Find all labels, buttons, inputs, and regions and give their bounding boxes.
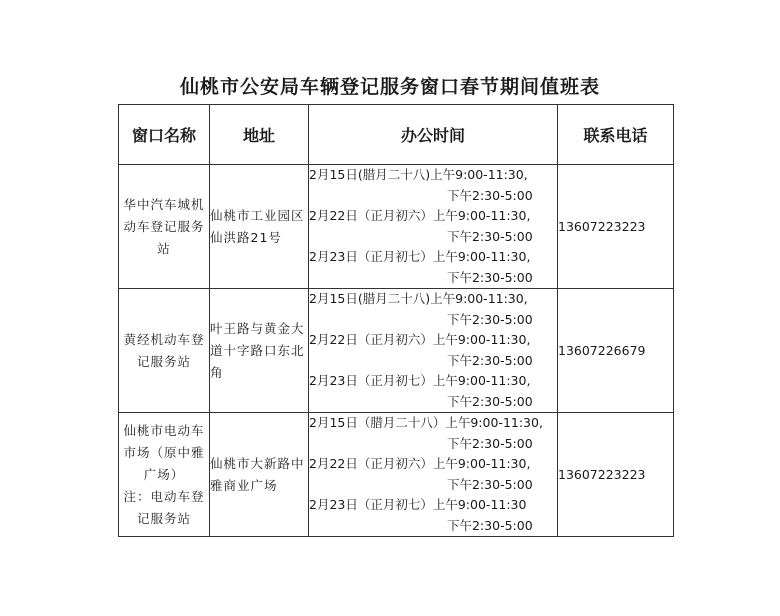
schedule-afternoon-line: 下午2:30-5:00 [447, 393, 533, 409]
window-name-main: 仙桃市电动车市场（原中雅广场） [123, 422, 205, 482]
schedule-date-line: 2月23日（正月初七）上午9:00-11:30, [309, 249, 531, 264]
header-office-hours: 办公时间 [309, 105, 558, 165]
window-address: 叶王路与黄金大道十字路口东北角 [210, 289, 309, 413]
schedule-date-line: 2月23日（正月初七）上午9:00-11:30 [309, 497, 527, 512]
schedule-afternoon-line: 下午2:30-5:00 [447, 311, 533, 327]
page-title: 仙桃市公安局车辆登记服务窗口春节期间值班表 [179, 76, 600, 98]
duty-schedule-table [118, 104, 674, 537]
schedule-date-line: 2月23日（正月初七）上午9:00-11:30, [309, 373, 531, 388]
phone-number: 13607223223 [558, 413, 674, 537]
table-row [119, 413, 674, 537]
schedule-date-line: 2月15日（腊月二十八）上午9:00-11:30, [309, 415, 543, 430]
schedule-afternoon-line: 下午2:30-5:00 [447, 476, 533, 492]
schedule-afternoon-line: 下午2:30-5:00 [447, 187, 533, 203]
header-row [119, 105, 674, 165]
table-row [119, 289, 674, 413]
window-address: 仙桃市大新路中雅商业广场 [210, 413, 309, 537]
phone-number: 13607226679 [558, 289, 674, 413]
header-window-name: 窗口名称 [119, 105, 210, 165]
schedule-afternoon-line: 下午2:30-5:00 [447, 269, 533, 285]
schedule-date-line: 2月22日（正月初六）上午9:00-11:30, [309, 456, 531, 471]
schedule-afternoon-line: 下午2:30-5:00 [447, 435, 533, 451]
schedule-date-line: 2月22日（正月初六）上午9:00-11:30, [309, 332, 531, 347]
window-name-note: 注：电动车登记服务站 [123, 488, 205, 526]
schedule-date-line: 2月15日(腊月二十八)上午9:00-11:30, [309, 167, 528, 182]
window-address: 仙桃市工业园区仙洪路21号 [210, 165, 309, 289]
phone-number: 13607223223 [558, 165, 674, 289]
table-row [119, 165, 674, 289]
office-hours [309, 165, 558, 289]
window-name [119, 413, 210, 537]
office-hours [309, 413, 558, 537]
schedule-date-line: 2月22日（正月初六）上午9:00-11:30, [309, 208, 531, 223]
schedule-afternoon-line: 下午2:30-5:00 [447, 517, 533, 533]
office-hours [309, 289, 558, 413]
schedule-afternoon-line: 下午2:30-5:00 [447, 228, 533, 244]
window-name: 黄经机动车登记服务站 [119, 289, 210, 413]
schedule-afternoon-line: 下午2:30-5:00 [447, 352, 533, 368]
header-phone: 联系电话 [558, 105, 674, 165]
schedule-date-line: 2月15日(腊月二十八)上午9:00-11:30, [309, 291, 528, 306]
window-name: 华中汽车城机动车登记服务站 [119, 165, 210, 289]
header-address: 地址 [210, 105, 309, 165]
